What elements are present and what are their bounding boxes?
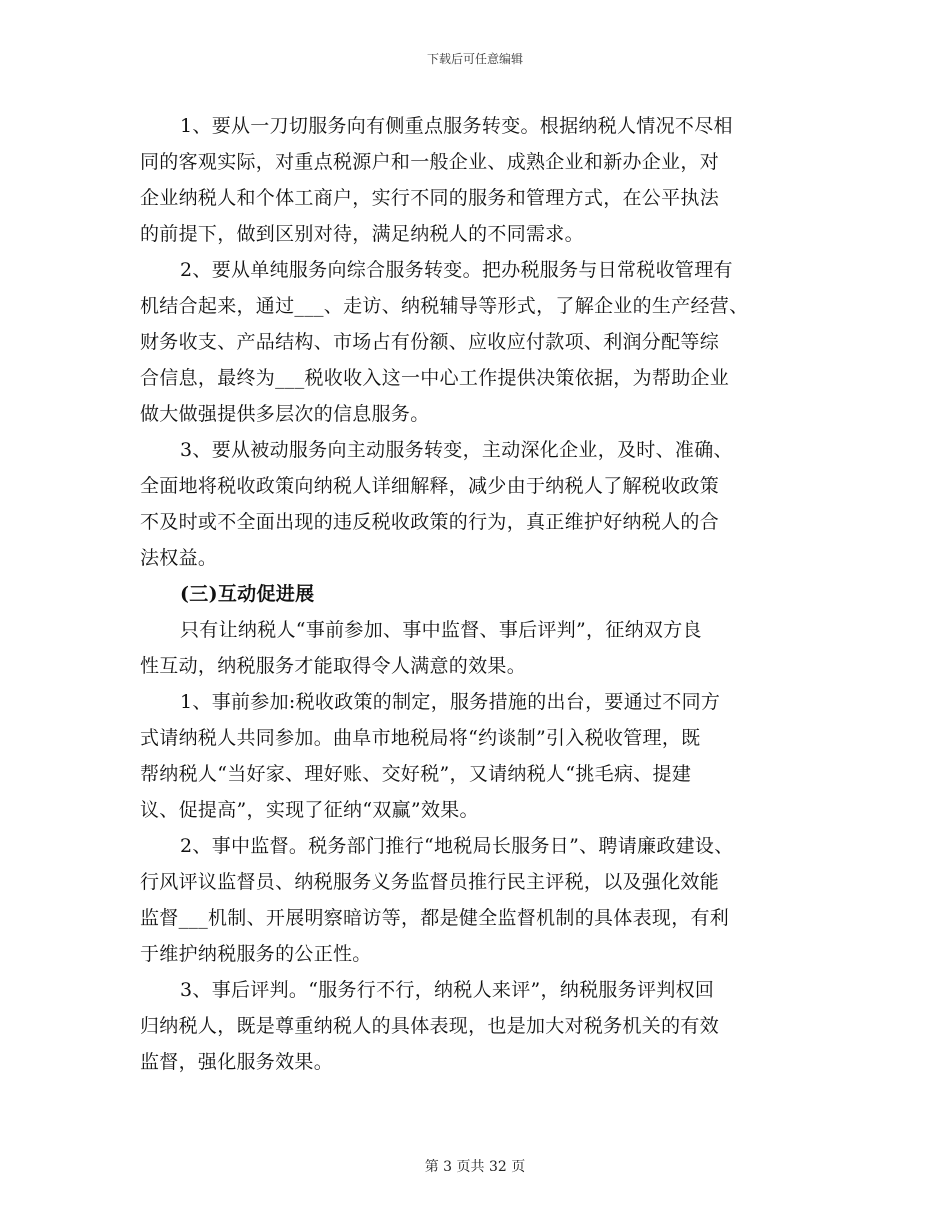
text-line: 帮纳税人“当好家、理好账、交好税”，又请纳税人“挑毛病、提建 bbox=[140, 763, 692, 785]
page-header: 下载后可任意编辑 bbox=[426, 52, 523, 66]
paragraph bbox=[140, 684, 826, 828]
text-line: 全面地将税收政策向纳税人详细解释，减少由于纳税人了解税收政策 bbox=[140, 475, 720, 497]
text-line: 3、事后评判。“服务行不行，纳税人来评”，纳税服务评判权回 bbox=[180, 979, 715, 1001]
heading-text: (三)互动促进展 bbox=[180, 583, 315, 605]
page-footer: 第 3 页共 32 页 bbox=[424, 1159, 526, 1175]
paragraph bbox=[140, 828, 826, 972]
text-line: 行风评议监督员、纳税服务义务监督员推行民主评税，以及强化效能 bbox=[140, 871, 720, 893]
document-body bbox=[140, 108, 826, 1080]
text-line: 监督___机制、开展明察暗访等，都是健全监督机制的具体表现，有利 bbox=[140, 907, 730, 929]
text-line: 合信息，最终为___税收收入这一中心工作提供决策依据，为帮助企业 bbox=[140, 367, 730, 389]
text-line: 企业纳税人和个体工商户，实行不同的服务和管理方式，在公平执法 bbox=[140, 187, 720, 209]
text-line: 1、要从一刀切服务向有侧重点服务转变。根据纳税人情况不尽相 bbox=[180, 115, 733, 137]
text-line: 财务收支、产品结构、市场占有份额、应收应付款项、利润分配等综 bbox=[140, 331, 720, 353]
text-line: 只有让纳税人“事前参加、事中监督、事后评判”，征纳双方良 bbox=[180, 619, 702, 641]
text-line: 性互动，纳税服务才能取得令人满意的效果。 bbox=[140, 655, 527, 677]
text-line: 的前提下，做到区别对待，满足纳税人的不同需求。 bbox=[140, 223, 584, 245]
text-line: 机结合起来，通过___、走访、纳税辅导等形式，了解企业的生产经营、 bbox=[140, 295, 749, 317]
text-line: 2、事中监督。税务部门推行“地税局长服务日”、聘请廉政建设、 bbox=[180, 835, 734, 857]
paragraph bbox=[140, 252, 826, 432]
text-line: 1、事前参加:税收政策的制定，服务措施的出台，要通过不同方 bbox=[180, 691, 721, 713]
paragraph bbox=[140, 432, 826, 576]
text-line: 议、促提高”，实现了征纳“双赢”效果。 bbox=[140, 799, 479, 821]
text-line: 不及时或不全面出现的违反税收政策的行为，真正维护好纳税人的合 bbox=[140, 511, 720, 533]
text-line: 法权益。 bbox=[140, 547, 218, 569]
text-line: 3、要从被动服务向主动服务转变，主动深化企业，及时、准确、 bbox=[180, 439, 733, 461]
text-line: 2、要从单纯服务向综合服务转变。把办税服务与日常税收管理有 bbox=[180, 259, 733, 281]
section-heading bbox=[140, 576, 826, 612]
text-line: 同的客观实际，对重点税源户和一般企业、成熟企业和新办企业，对 bbox=[140, 151, 720, 173]
paragraph bbox=[140, 108, 826, 252]
paragraph bbox=[140, 612, 826, 684]
text-line: 监督，强化服务效果。 bbox=[140, 1051, 334, 1073]
text-line: 归纳税人，既是尊重纳税人的具体表现，也是加大对税务机关的有效 bbox=[140, 1015, 720, 1037]
text-line: 做大做强提供多层次的信息服务。 bbox=[140, 403, 430, 425]
paragraph bbox=[140, 972, 826, 1080]
text-line: 于维护纳税服务的公正性。 bbox=[140, 943, 372, 965]
text-line: 式请纳税人共同参加。曲阜市地税局将“约谈制”引入税收管理，既 bbox=[140, 727, 701, 749]
